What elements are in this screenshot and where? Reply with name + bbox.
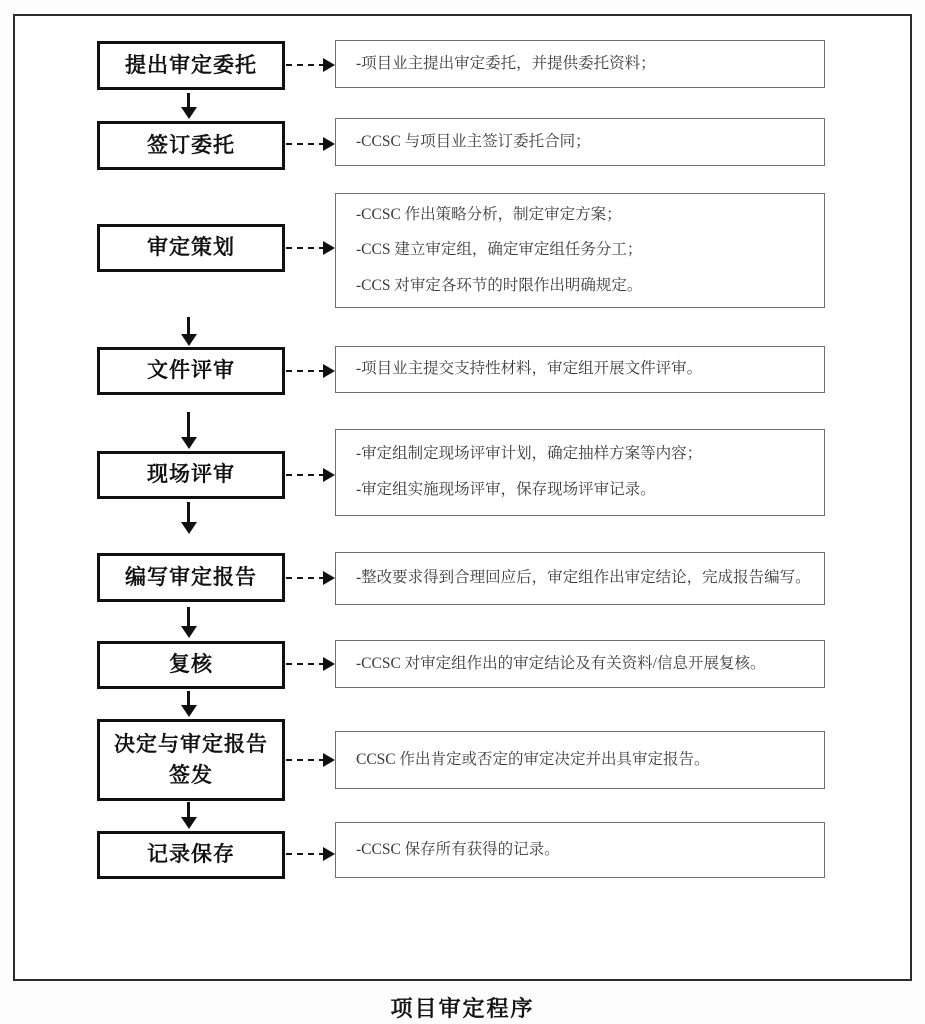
arrowhead-right-icon (323, 753, 335, 767)
step-note-box-5 (335, 429, 825, 516)
arrowhead-down-icon (181, 107, 197, 119)
dashed-line (286, 663, 325, 665)
flow-step-label: 记录保存 (147, 842, 235, 867)
dashed-arrow-8 (286, 753, 335, 767)
arrowhead-down-icon (181, 705, 197, 717)
arrow-line (187, 607, 190, 626)
step-note-box-1 (335, 40, 825, 88)
note-line: -整改要求得到合理回应后，审定组作出审定结论，完成报告编写。 (356, 569, 811, 587)
dashed-arrow-1 (286, 58, 335, 72)
dashed-arrow-4 (286, 364, 335, 378)
flow-step-box-4 (97, 347, 285, 395)
arrowhead-right-icon (323, 241, 335, 255)
note-line: -审定组制定现场评审计划，确定抽样方案等内容； (356, 445, 703, 463)
arrow-line (187, 802, 190, 817)
step-note-box-2 (335, 118, 825, 166)
arrow-line (187, 93, 190, 107)
arrow-line (187, 412, 190, 437)
note-line: -CCSC 对审定组作出的审定结论及有关资料/信息开展复核。 (356, 654, 766, 672)
flow-step-box-3 (97, 224, 285, 272)
arrowhead-right-icon (323, 137, 335, 151)
step-note-box-8 (335, 731, 825, 789)
arrowhead-down-icon (181, 437, 197, 449)
down-arrow-3 (180, 317, 197, 346)
flow-step-box-1 (97, 41, 285, 90)
arrow-line (187, 502, 190, 522)
dashed-line (286, 577, 325, 579)
dashed-arrow-9 (286, 847, 335, 861)
step-note-box-3 (335, 193, 825, 308)
flow-step-box-7 (97, 641, 285, 689)
flow-step-box-2 (97, 121, 285, 170)
dashed-line (286, 370, 325, 372)
dashed-line (286, 143, 325, 145)
dashed-line (286, 853, 325, 855)
note-line: -CCS 建立审定组，确定审定组任务分工； (356, 241, 643, 259)
note-line: CCSC 作出肯定或否定的审定决定并出具审定报告。 (356, 750, 710, 768)
down-arrow-8 (180, 802, 197, 829)
down-arrow-5 (180, 502, 197, 534)
note-line: -CCSC 保存所有获得的记录。 (356, 840, 560, 858)
down-arrow-7 (180, 691, 197, 717)
arrowhead-right-icon (323, 657, 335, 671)
arrowhead-right-icon (323, 364, 335, 378)
note-line: -审定组实施现场评审，保存现场评审记录。 (356, 481, 656, 498)
diagram-caption: 项目审定程序 (390, 996, 535, 1021)
dashed-arrow-3 (286, 241, 335, 255)
flow-step-box-8 (97, 719, 285, 801)
flow-step-box-9 (97, 831, 285, 879)
arrowhead-down-icon (181, 522, 197, 534)
note-line: -项目业主提出审定委托，并提供委托资料； (356, 54, 656, 72)
arrowhead-down-icon (181, 817, 197, 829)
arrowhead-right-icon (323, 571, 335, 585)
dashed-line (286, 247, 325, 249)
flow-step-label: 审定策划 (147, 235, 235, 260)
down-arrow-1 (180, 93, 197, 119)
note-line: -CCSC 作出策略分析，制定审定方案； (356, 205, 622, 223)
note-line: -CCS 对审定各环节的时限作出明确规定。 (356, 276, 643, 294)
flow-step-label: 签订委托 (147, 132, 235, 157)
note-line: -CCSC 与项目业主签订委托合同； (356, 132, 591, 150)
step-note-box-6 (335, 552, 825, 605)
dashed-arrow-7 (286, 657, 335, 671)
dashed-line (286, 64, 325, 66)
arrowhead-right-icon (323, 847, 335, 861)
flow-step-label: 签发 (169, 763, 213, 787)
dashed-line (286, 759, 325, 761)
flow-step-label: 文件评审 (147, 358, 235, 383)
flow-step-label: 编写审定报告 (125, 564, 257, 589)
flow-step-label: 决定与审定报告 (114, 731, 268, 756)
flow-step-box-6 (97, 553, 285, 602)
step-note-box-7 (335, 640, 825, 688)
flow-step-box-5 (97, 451, 285, 499)
down-arrow-6 (180, 607, 197, 638)
dashed-line (286, 474, 325, 476)
arrowhead-down-icon (181, 334, 197, 346)
arrowhead-down-icon (181, 626, 197, 638)
arrowhead-right-icon (323, 58, 335, 72)
arrow-line (187, 691, 190, 705)
arrow-line (187, 317, 190, 334)
note-line: -项目业主提交支持性材料，审定组开展文件评审。 (356, 360, 703, 378)
dashed-arrow-2 (286, 137, 335, 151)
down-arrow-4 (180, 412, 197, 449)
step-note-box-9 (335, 822, 825, 878)
flow-step-label: 提出审定委托 (125, 52, 257, 77)
dashed-arrow-6 (286, 571, 335, 585)
dashed-arrow-5 (286, 468, 335, 482)
step-note-box-4 (335, 346, 825, 393)
arrowhead-right-icon (323, 468, 335, 482)
flow-step-label: 现场评审 (147, 462, 235, 487)
flow-step-label: 复核 (169, 652, 213, 677)
